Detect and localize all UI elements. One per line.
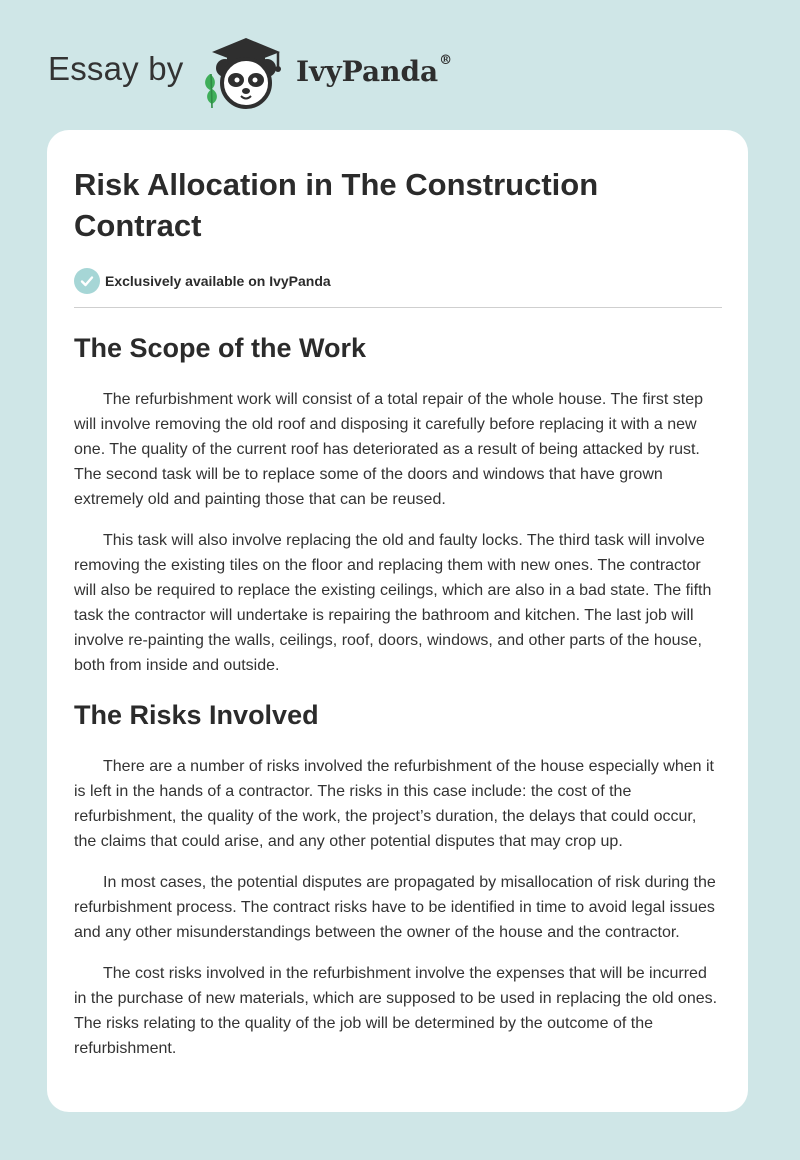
paragraph: In most cases, the potential disputes are propagated by misallocation of risk during the refurbishment process. The contract risks have to be identified in time to avoid legal issues and any other misunderstandings between the owner of the house and the contractor. xyxy=(74,874,716,941)
site-header xyxy=(48,34,508,110)
divider xyxy=(74,307,722,308)
paragraph: The refurbishment work will consist of a total repair of the whole house. The first step will involve removing the old roof and disposing it carefully before replacing it with a new one. The quality of the current roof has deteriorated as a result of being attacked by rust. The second task will be to replace some of the doors and windows that have grown extremely old and painting those that can be reused. xyxy=(74,391,703,508)
section-heading-scope: The Scope of the Work xyxy=(74,333,367,363)
panda-logo-icon xyxy=(200,34,292,110)
essay-card xyxy=(47,130,748,1112)
ivypanda-logo[interactable] xyxy=(200,34,292,110)
section-heading-risks: The Risks Involved xyxy=(74,700,319,730)
check-icon xyxy=(74,268,100,294)
page-title: Risk Allocation in The Construction Contract xyxy=(74,167,599,243)
paragraph: This task will also involve replacing the old and faulty locks. The third task will involve removing the existing tiles on the floor and replacing them with new ones. The contractor will also be required to replace the existing ceilings, which are also in a bad state. The fifth task the contractor will undertake is repairing the bathroom and kitchen. The last job will involve re-painting the walls, ceilings, roof, doors, windows, and other parts of the house, both from inside and outside. xyxy=(74,532,712,674)
paragraph: There are a number of risks involved the refurbishment of the house especially when it is left in the hands of a contractor. The risks in this case include: the cost of the refurbishment, the quality of the work, the project’s duration, the delays that could occur, the claims that could arise, and any other potential disputes that may crop up. xyxy=(74,758,714,850)
paragraph: The cost risks involved in the refurbishment involve the expenses that will be incurred in the purchase of new materials, which are supposed to be used in replacing the old ones. The risks relating to the quality of the job will be determined by the outcome of the refurbishment. xyxy=(74,965,718,1057)
essay-content xyxy=(74,130,722,1061)
essay-by-label: Essay by xyxy=(48,50,184,87)
brand-name: IvyPanda® xyxy=(296,53,453,88)
exclusive-label: Exclusively available on IvyPanda xyxy=(105,273,331,289)
exclusive-badge xyxy=(74,267,722,295)
